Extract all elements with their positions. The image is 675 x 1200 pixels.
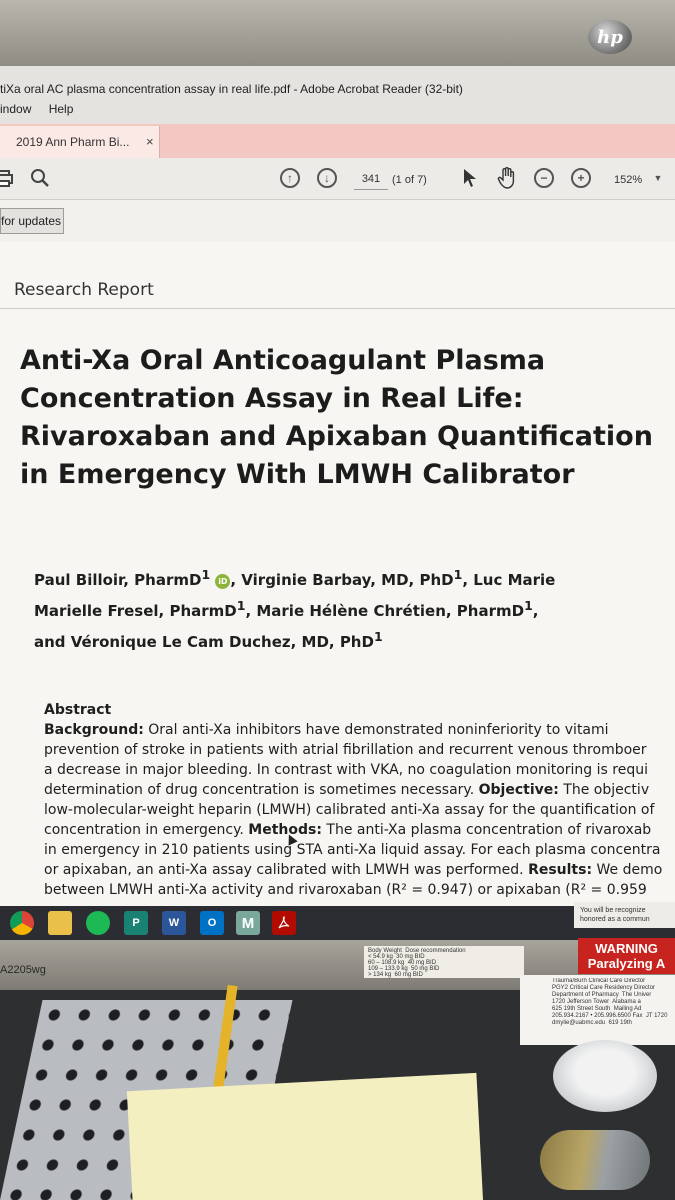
abstract-text [44,720,675,900]
abstract-line: The anti-Xa plasma concentration of rivaroxab [321,822,652,838]
file-explorer-icon[interactable] [48,911,72,935]
dose-card: Body Weight Dose recommendation < 54.9 kg 30 mg BID 60 – 108.9 kg 40 mg BID 109 – 133.9 kg 50 mg BID > 134 kg 60 mg BID [364,946,524,978]
title-line: Rivaroxaban and Apixaban Quantification [20,421,653,452]
hand-icon[interactable] [495,166,519,190]
outlook-icon[interactable]: O [200,911,224,935]
abstract-line: between LMWH anti-Xa activity and rivaroxaban (R² = 0.947) or apixaban (R² = 0.959 [44,882,647,898]
author-name: Paul Billoir, PharmD [34,571,202,589]
abstract-label: Methods: [248,822,322,838]
window-title: tiXa oral AC plasma concentration assay in real life.pdf - Adobe Acrobat Reader (32-bit) [0,66,675,102]
affiliation-mark: 1 [201,567,211,582]
sticky-note [127,1073,483,1200]
abstract-line: or apixaban, an anti-Xa assay calibrated with LMWH was performed. [44,862,529,878]
tab-bar [0,124,675,158]
hp-logo: hp [588,20,632,54]
affiliation-mark: 1 [236,598,246,613]
page-up-icon[interactable]: ↑ [280,168,300,188]
abstract-line: a decrease in major bleeding. In contrast with VKA, no coagulation monitoring is requi [44,762,648,778]
author-list: Paul Billoir, PharmD$^1$ iD , Virginie Barbay, MD, PhD$^1$, Luc Marie Marielle Fresel, PharmD$^1$, Marie Hélène Chrétien, PharmD$^1$, and Véronique Le Cam Duchez, MD, PhD$^1$ [34,567,556,651]
zoom-in-icon[interactable]: + [571,168,591,188]
chrome-icon[interactable] [10,911,34,935]
document-tab-label: 2019 Ann Pharm Bi... [16,135,130,149]
abstract-line: low-molecular-weight heparin (LMWH) calibrated anti-Xa assay for the quantification of [44,802,655,818]
abstract-label: Objective: [478,782,559,798]
abstract-line: concentration in emergency. [44,822,249,838]
monitor-model-label: A2205wg [0,964,46,976]
menu-window[interactable]: indow [0,102,32,116]
affiliation-mark: 1 [373,629,383,644]
abstract-line: The objectiv [558,782,650,798]
pdf-page [0,242,675,940]
spotify-icon[interactable] [86,911,110,935]
zoom-dropdown-icon[interactable]: ▼ [653,173,663,183]
author-name: Marielle Fresel, PharmD [34,602,237,620]
author-name: , Luc Marie [462,571,556,589]
document-tab[interactable] [0,126,160,158]
author-name: , Marie Hélène Chrétien, PharmD [245,602,525,620]
abstract-line: We demo [592,862,663,878]
orcid-icon[interactable]: iD [215,574,230,589]
check-for-updates-button[interactable]: for updates [0,208,64,234]
monitor-screen [0,66,675,940]
abstract-label: Results: [528,862,593,878]
sticky-note-text: You will be recognize honored as a commun [574,902,675,928]
affiliation-mark: 1 [524,598,533,613]
abstract-line: Oral anti-Xa inhibitors have demonstrated noninferiority to vitami [143,722,609,738]
abstract-line: in emergency in 210 patients using STA anti-Xa liquid assay. For each plasma concentra [44,842,661,858]
menu-help[interactable]: Help [48,102,74,116]
word-icon[interactable]: W [162,911,186,935]
search-icon[interactable] [28,166,52,190]
abstract-heading: Abstract [44,702,112,718]
toolbar [0,158,675,200]
page-count: (1 of 7) [392,174,427,186]
keys [540,1130,650,1190]
page-down-icon[interactable]: ↓ [317,168,337,188]
title-line: in Emergency With LMWH Calibrator [20,459,575,490]
warning-sign: WARNING Paralyzing A [578,938,675,974]
menu-bar [0,102,675,124]
m-app-icon[interactable]: M [236,911,260,935]
title-line: Concentration Assay in Real Life: [20,383,524,414]
plastic-cup [553,1040,657,1112]
title-line: Anti-Xa Oral Anticoagulant Plasma [20,345,546,376]
monitor-bezel-top [0,0,675,66]
abstract-line: prevention of stroke in patients with atrial fibrillation and recurrent venous thromboer [44,742,647,758]
zoom-level[interactable]: 152% [614,174,643,186]
business-card-text: Trauma/Burn Clinical Care Director PGY2 Critical Care Residency Director Department of Pharmacy The Univer 1720 Jefferson Tower Alabama a 625 19th Street South Mailing Ad 205.934.2167 • 205.996.6500 Fax JT 1720 dmylie@uabmc.edu 619 19th [552,978,668,1026]
author-name: , Virginie Barbay, MD, PhD [230,571,454,589]
section-label: Research Report [14,280,154,300]
affiliation-mark: 1 [453,567,463,582]
acrobat-icon[interactable] [272,911,296,935]
page-number-input[interactable]: 341 [354,170,388,190]
close-icon[interactable]: × [146,134,154,149]
select-cursor-icon[interactable] [458,166,482,190]
print-icon[interactable] [0,166,16,190]
zoom-out-icon[interactable]: − [534,168,554,188]
author-name: and Véronique Le Cam Duchez, MD, PhD [34,633,374,651]
article-title [20,342,675,494]
publisher-icon[interactable]: P [124,911,148,935]
abstract-line: determination of drug concentration is sometimes necessary. [44,782,479,798]
divider [0,308,675,309]
abstract-label: Background: [44,722,144,738]
